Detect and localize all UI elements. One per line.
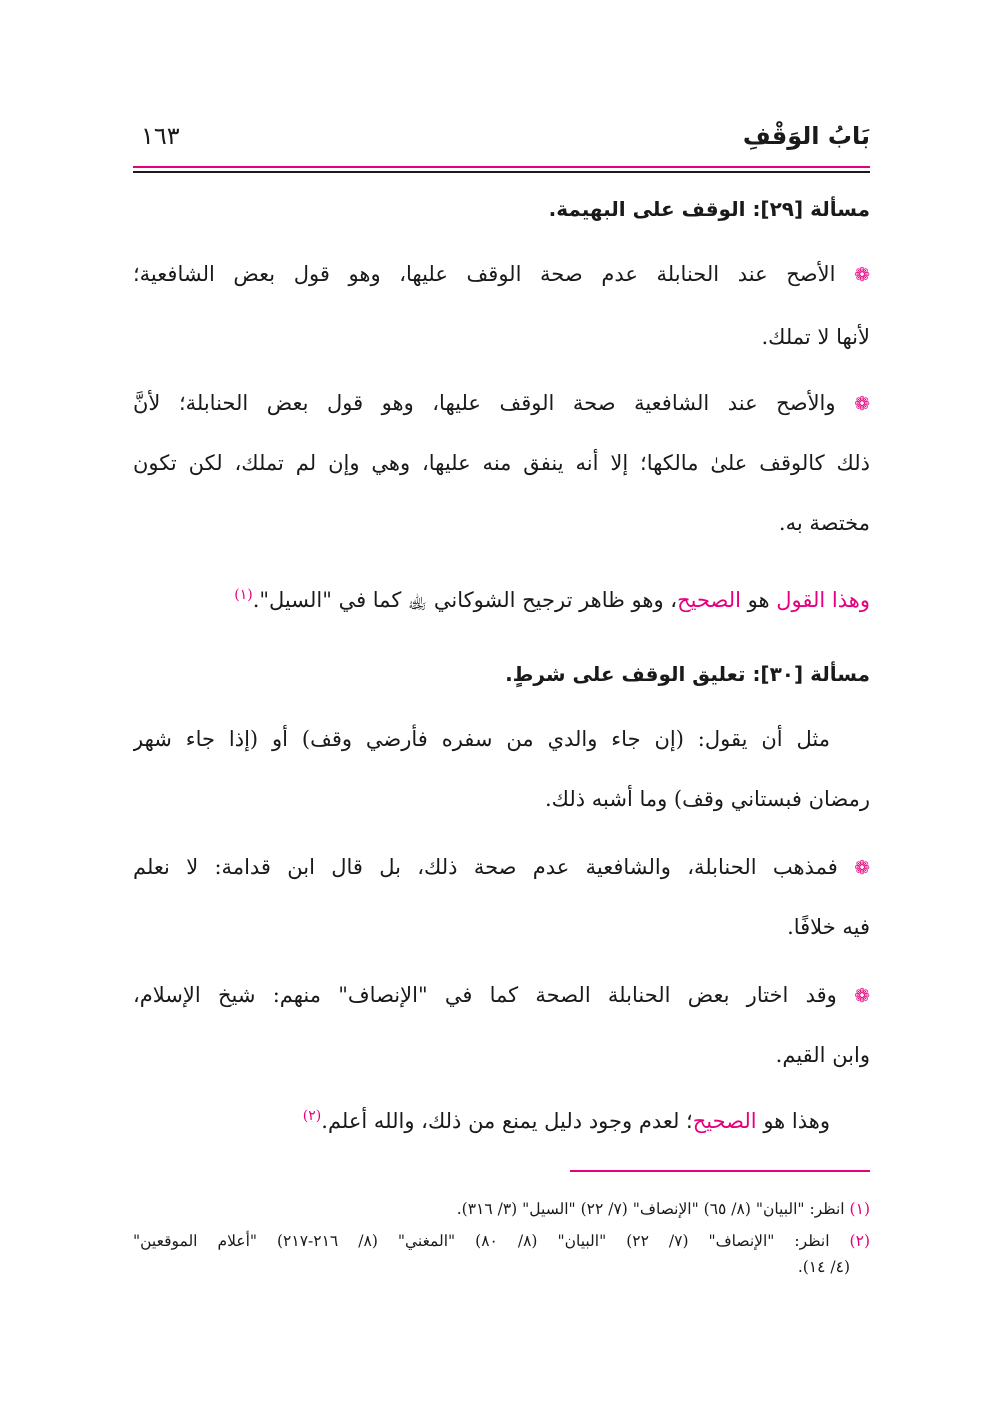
paragraph-2-line-1 [133, 388, 870, 418]
header-rule-black [133, 171, 870, 173]
footnote-2 [133, 1229, 870, 1253]
footnote-2-text: انظر: "الإنصاف" (٧/ ٢٢) "البيان" (٨/ ٨٠) "المغني" (٨/ ٢١٦-٢١٧) "أعلام الموقعين" [133, 1232, 830, 1250]
paragraph-6-line-1 [133, 980, 870, 1010]
paragraph-1-line-2: لأنها لا تملك. [761, 325, 870, 349]
footnote-ref-1[interactable]: (١) [234, 587, 253, 603]
flower-ornament-icon: ❁ [854, 264, 870, 286]
paragraph-5-line-1 [133, 852, 870, 882]
footnote-1-number: (١) [849, 1200, 870, 1218]
highlight-phrase: وهذا القول [776, 588, 870, 612]
highlight-sahih: الصحيح [692, 1109, 757, 1133]
paragraph-1-line-1 [133, 259, 870, 289]
conclusion-paragraph-2 [133, 1106, 830, 1136]
paragraph-2-text: والأصح عند الشافعية صحة الوقف عليها، وهو قول بعض الحنابلة؛ لأنَّ [133, 391, 836, 415]
flower-ornament-icon: ❁ [854, 393, 870, 415]
paragraph-1-text: الأصح عند الحنابلة عدم صحة الوقف عليها، وهو قول بعض الشافعية؛ [133, 262, 836, 286]
conclusion-text: ؛ لعدم وجود دليل يمنع من ذلك، والله أعلم. [321, 1109, 693, 1133]
header-rule-pink [133, 166, 870, 168]
paragraph-2-line-2: ذلك كالوقف علىٰ مالكها؛ إلا أنه ينفق منه عليها، وهي وإن لم تملك، لكن تكون [133, 451, 870, 475]
conclusion-paragraph-1 [133, 585, 870, 615]
footnote-ref-2[interactable]: (٢) [302, 1108, 322, 1124]
paragraph-6-text: وقد اختار بعض الحنابلة الصحة كما في "الإنصاف" منهم: شيخ الإسلام، [133, 983, 837, 1007]
issue-29-heading [133, 194, 870, 224]
issue-29-title: الوقف على البهيمة. [548, 197, 746, 221]
issue-30-title: تعليق الوقف على شرطٍ. [505, 662, 746, 686]
paragraph-4-line-1: مثل أن يقول: (إن جاء والدي من سفره فأرضي وقف) أو (إذا جاء شهر [133, 727, 830, 751]
issue-29-label: مسألة [٢٩]: [752, 197, 870, 221]
conclusion-text: وهذا هو [763, 1109, 830, 1133]
paragraph-4-line-2: رمضان فبستاني وقف) وما أشبه ذلك. [544, 787, 870, 811]
paragraph-6-line-2: وابن القيم. [775, 1043, 870, 1067]
issue-30-label: مسألة [٣٠]: [752, 662, 870, 686]
paragraph-5-line-2: فيه خلافًا. [787, 915, 870, 939]
footnote-2-number: (٢) [849, 1232, 870, 1250]
footnote-1-text: انظر: "البيان" (٨/ ٦٥) "الإنصاف" (٧/ ٢٢) "السيل" (٣/ ٣١٦). [456, 1200, 845, 1218]
footnote-separator [570, 1170, 870, 1172]
footnote-1 [133, 1197, 870, 1221]
chapter-title: بَابُ الوَقْفِ [742, 122, 870, 150]
running-header [133, 122, 870, 162]
highlight-sahih: الصحيح [677, 588, 741, 612]
paragraph-5-text: فمذهب الحنابلة، والشافعية عدم صحة ذلك، بل قال ابن قدامة: لا نعلم [133, 855, 838, 879]
flower-ornament-icon: ❁ [854, 985, 870, 1007]
footnote-2-continuation: (٤/ ١٤). [797, 1258, 850, 1276]
page-number: ١٦٣ [141, 122, 180, 150]
flower-ornament-icon: ❁ [854, 857, 870, 879]
conclusion-text: ، وهو ظاهر ترجيح الشوكاني ﵀ كما في "السيل". [252, 588, 678, 612]
paragraph-2-line-3: مختصة به. [778, 511, 870, 535]
conclusion-text: هو [747, 588, 770, 612]
issue-30-heading [133, 659, 870, 689]
